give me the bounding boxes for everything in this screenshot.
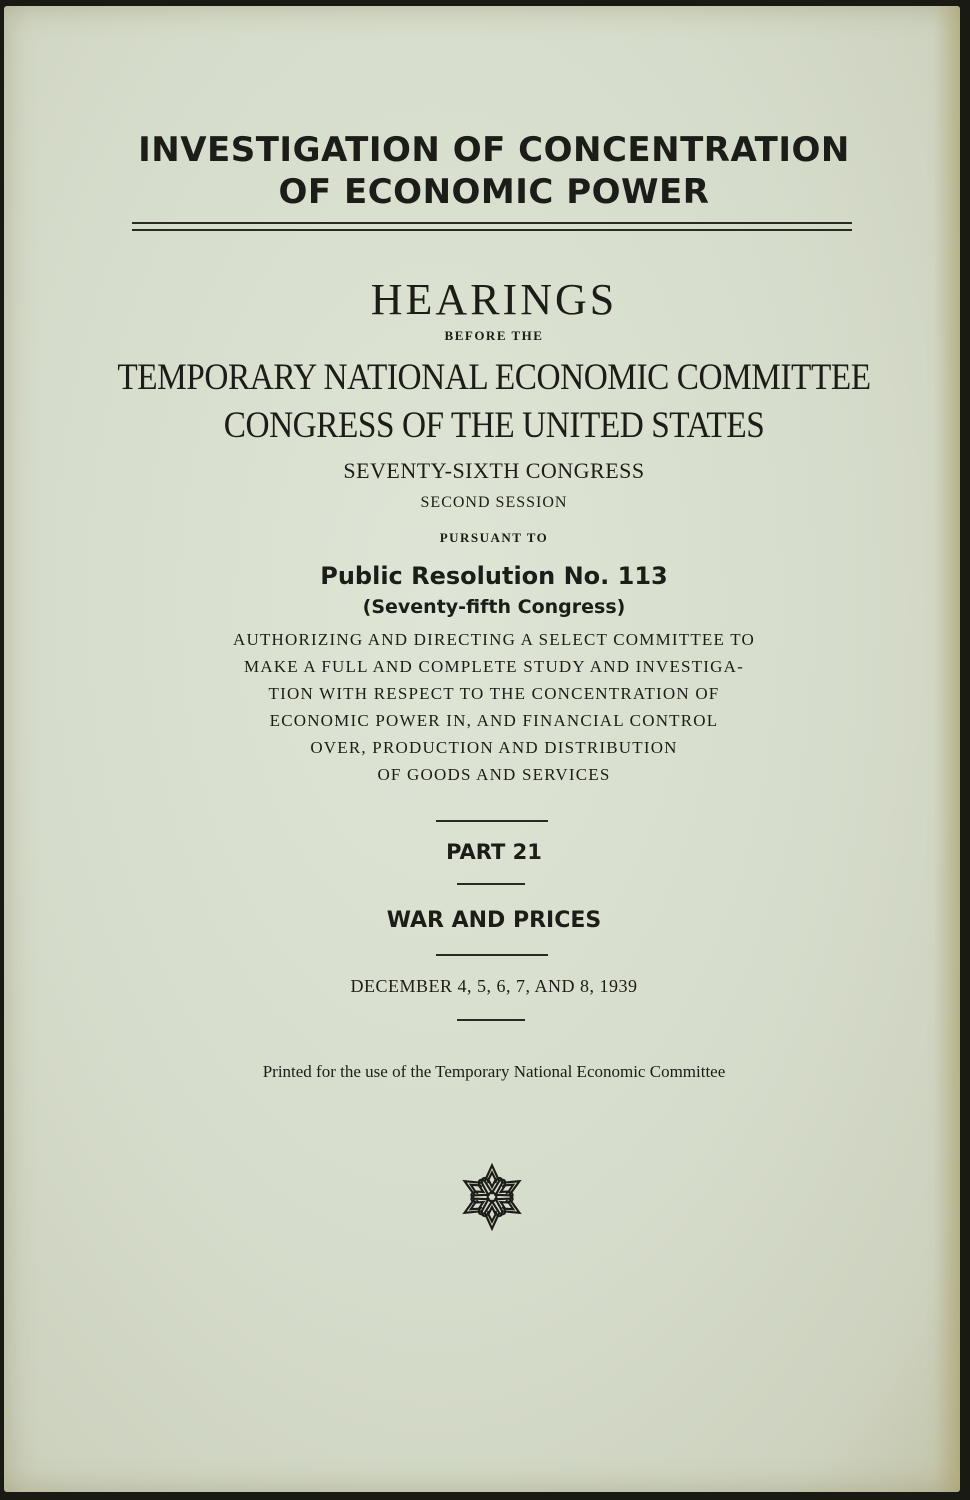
title-double-rule-bottom bbox=[132, 229, 852, 231]
authorizing-line-6: OF GOODS AND SERVICES bbox=[377, 765, 611, 784]
printed-for-note: Printed for the use of the Temporary National Economic Committee bbox=[262, 1062, 726, 1081]
authorizing-line-5: OVER, PRODUCTION AND DISTRIBUTION bbox=[310, 738, 678, 757]
hearing-dates: DECEMBER 4, 5, 6, 7, AND 8, 1939 bbox=[350, 976, 638, 996]
before-the-label: BEFORE THE bbox=[444, 328, 544, 343]
congress-number: SEVENTY-SIXTH CONGRESS bbox=[343, 458, 645, 483]
session-label: SECOND SESSION bbox=[420, 494, 568, 511]
part-number: PART 21 bbox=[446, 840, 542, 864]
title-double-rule-top bbox=[132, 222, 852, 224]
pursuant-to-label: PURSUANT TO bbox=[439, 530, 549, 545]
resolution-congress: (Seventy-fifth Congress) bbox=[362, 596, 626, 618]
subject-title: WAR AND PRICES bbox=[386, 908, 602, 933]
hearings-heading: HEARINGS bbox=[370, 275, 618, 324]
authorizing-line-3: TION WITH RESPECT TO THE CONCENTRATION OF bbox=[268, 684, 720, 703]
authorizing-line-4: ECONOMIC POWER IN, AND FINANCIAL CONTROL bbox=[269, 711, 719, 730]
title-line-1: INVESTIGATION OF CONCENTRATION bbox=[138, 130, 850, 170]
subject-rule bbox=[436, 954, 548, 956]
committee-name: TEMPORARY NATIONAL ECONOMIC COMMITTEE bbox=[117, 357, 871, 398]
resolution-title: Public Resolution No. 113 bbox=[320, 562, 668, 590]
authorizing-line-1: AUTHORIZING AND DIRECTING A SELECT COMMITTEE TO bbox=[233, 630, 755, 649]
part-rule-bottom bbox=[457, 883, 525, 885]
authorizing-line-2: MAKE A FULL AND COMPLETE STUDY AND INVESTIGA- bbox=[244, 657, 744, 676]
printer-ornament-icon bbox=[456, 1161, 528, 1233]
document-cover bbox=[4, 6, 960, 1492]
congress-name: CONGRESS OF THE UNITED STATES bbox=[223, 405, 765, 446]
part-rule-top bbox=[436, 820, 548, 822]
dates-rule bbox=[457, 1019, 525, 1021]
title-line-2: OF ECONOMIC POWER bbox=[278, 172, 710, 212]
